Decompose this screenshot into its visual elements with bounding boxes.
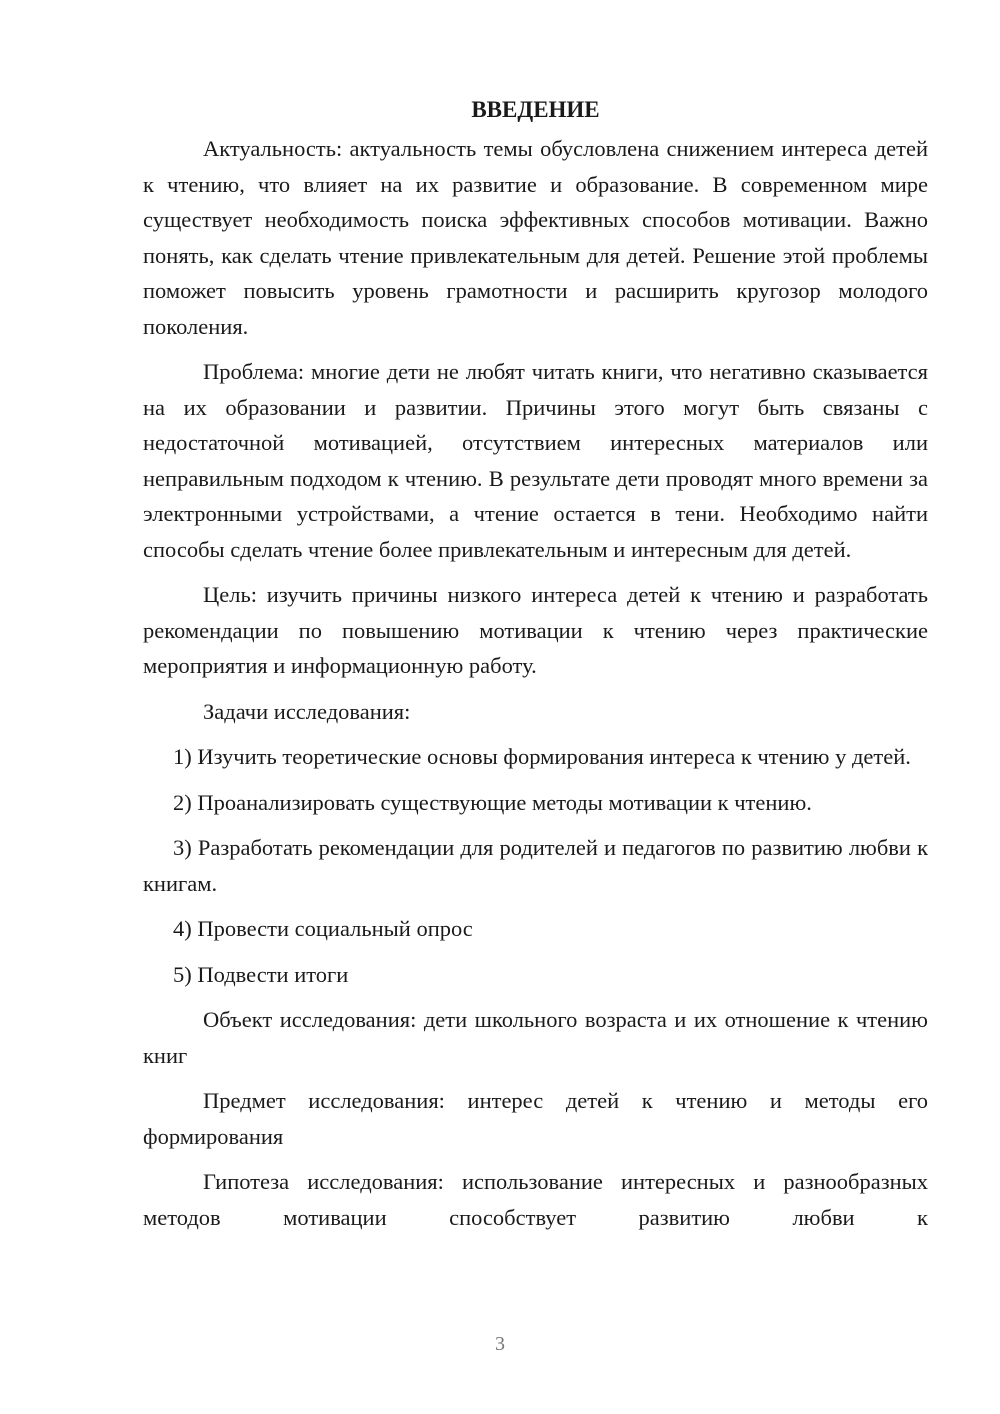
paragraph-object: Объект исследования: дети школьного возраста и их отношение к чтению книг <box>143 1007 928 1068</box>
paragraph-subject: Предмет исследования: интерес детей к чтению и методы его формирования <box>143 1088 928 1149</box>
document-page <box>143 92 928 1235</box>
task-item-4: 4) Провести социальный опрос <box>173 916 473 941</box>
task-item-3: 3) Разработать рекомендации для родителей и педагогов по развитию любви к книгам. <box>143 835 928 896</box>
tasks-heading: Задачи исследования: <box>203 698 411 724</box>
paragraph-problem: Проблема: многие дети не любят читать книги, что негативно сказывается на их образовании и развитии. Причины этого могут быть связаны с недостаточной мотивацией, отсутствием интересных материалов или неправильным подходом к чтению. В результате дети проводят много времени за электронными устройствами, а чтение остается в тени. Необходимо найти способы сделать чтение более привлекательным и интересным для детей. <box>143 359 928 562</box>
task-item-5: 5) Подвести итоги <box>173 961 349 987</box>
task-item-2: 2) Проанализировать существующие методы мотивации к чтению. <box>173 789 812 815</box>
paragraph-goal: Цель: изучить причины низкого интереса детей к чтению и разработать рекомендации по повышению мотивации к чтению через практические мероприятия и информационную работу. <box>143 582 928 678</box>
task-item-1: 1) Изучить теоретические основы формирования интереса к чтению у детей. <box>173 744 911 769</box>
paragraph-relevance: Актуальность: актуальность темы обусловлена снижением интереса детей к чтению, что влияет на их развитие и образование. В современном мире существует необходимость поиска эффективных способов мотивации. Важно понять, как сделать чтение привлекательным для детей. Решение этой проблемы поможет повысить уровень грамотности и расширить кругозор молодого поколения. <box>143 136 928 339</box>
section-title: ВВЕДЕНИЕ <box>471 97 600 122</box>
paragraph-hypothesis: Гипотеза исследования: использование интересных и разнообразных методов мотивации способствует развитию любви к <box>143 1169 928 1230</box>
page-number: 3 <box>495 1333 505 1355</box>
